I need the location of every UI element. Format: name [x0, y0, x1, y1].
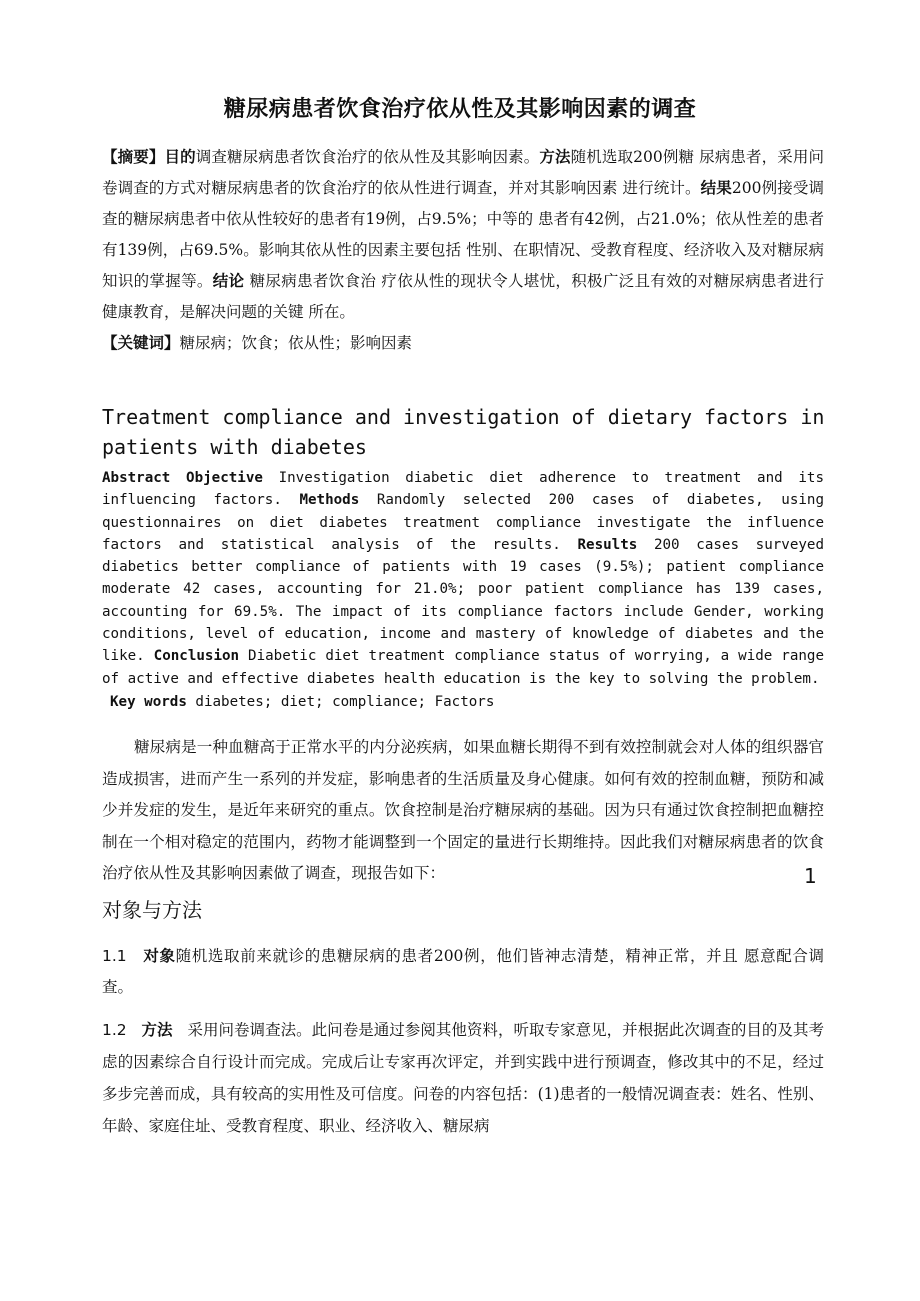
en-conclusion-label: Conclusion	[153, 648, 240, 665]
subsection-number: 1.1	[102, 947, 127, 965]
subsection-text: 采用问卷调查法。此问卷是通过参阅其他资料，听取专家意见，并根据此次调查的目的及其考虑的因素综合自行设计而完成。完成后让专家再次评定，并到实践中进行预调查，修改其中的不足，经过多步完善而成，具有较高的实用性及可信度。问卷的内容包括：(1)患者的一般情况调查表：姓名、性别、年龄、家庭住址、受教育程度、职业、经济收入、糖尿病	[102, 1021, 824, 1135]
results-label: 结果	[700, 179, 732, 197]
en-methods-label: Methods	[299, 492, 360, 509]
introduction-paragraph: 糖尿病是一种血糖高于正常水平的内分泌疾病，如果血糖长期得不到有效控制就会对人体的组织器官造成损害，进而产生一系列的并发症，影响患者的生活质量及身心健康。如何有效的控制血糖，预防和减少并发症的发生，是近年来研究的重点。饮食控制是治疗糖尿病的基础。因为只有通过饮食控制把血糖控制在一个相对稳定的范围内，药物才能调整到一个固定的量进行长期维持。因此我们对糖尿病患者的饮食治疗依从性及其影响因素做了调查，现报告如下：	[102, 738, 824, 882]
english-title: Treatment compliance and investigation of dietary factors in patients with diabetes	[102, 405, 825, 459]
objective-text: 调查糖尿病患者饮食治疗的依从性及其影响因素。	[195, 148, 540, 166]
en-keywords-text: diabetes; diet; compliance; Factors	[186, 694, 495, 710]
section-title: 对象与方法	[102, 898, 202, 922]
abstract-label: 【摘要】	[102, 148, 165, 166]
en-objective-text: Investigation diabetic diet adherence to treatment and its influencing factors.	[102, 470, 824, 509]
en-keywords-label: Key words	[110, 694, 187, 710]
subsection-text: 随机选取前来就诊的患糖尿病的患者200例，他们皆神志清楚，精神正常，并且 愿意配合调查。	[102, 947, 825, 996]
objective-label: 目的	[164, 148, 196, 166]
en-objective-label: Objective	[186, 470, 263, 486]
subsection-label: 对象	[143, 947, 176, 965]
en-abstract-label: Abstract	[102, 470, 171, 486]
methods-label: 方法	[539, 148, 571, 166]
en-results-text: 200 cases surveyed diabetics better compliance of patients with 19 cases (9.5%); patient compliance moderate 42 cases, accounting for 21.0%; poor patient compliance has 139 cases, accounting for 69.5%. The impact of its compliance factors include Gender, working conditions, level of education, income and mastery of knowledge of diabetes and the like.	[102, 536, 824, 665]
conclusion-label: 结论	[212, 272, 245, 290]
chinese-abstract	[102, 142, 824, 359]
keywords-label: 【关键词】	[102, 334, 180, 352]
keywords-text: 糖尿病；饮食；依从性；影响因素	[179, 334, 413, 352]
results-text: 200例接受调查的糖尿病患者中依从性较好的患者有19例，占9.5%；中等的 患者有42例，占21.0%；依从性差的患者有139例，占69.5%。影响其依从性的因素主要包括 性别、在职情况、受教育程度、经济收入及对糖尿病知识的掌握等。	[102, 179, 824, 290]
conclusion-text: 糖尿病患者饮食治 疗依从性的现状令人堪忧，积极广泛且有效的对糖尿病患者进行健康教育，是解决问题的关键 所在。	[102, 272, 824, 321]
subsection-number: 1.2	[102, 1021, 127, 1039]
paper-title: 糖尿病患者饮食治疗依从性及其影响因素的调查	[223, 97, 697, 122]
subsection-label: 方法	[141, 1021, 173, 1039]
subsection-1-2	[102, 1014, 824, 1142]
subsection-1-1	[102, 941, 824, 1003]
english-keywords	[110, 691, 824, 713]
en-conclusion-text: Diabetic diet treatment compliance status of worrying, a wide range of active and effective diabetes health education is the key to solving the problem.	[102, 648, 824, 687]
en-results-label: Results	[577, 536, 638, 553]
methods-text: 随机选取200例糖 尿病患者，采用问卷调查的方式对糖尿病患者的饮食治疗的依从性进行调查，并对其影响因素 进行统计。	[102, 148, 824, 197]
section-number: 1	[804, 864, 817, 888]
english-abstract	[102, 467, 824, 690]
en-methods-text: Randomly selected 200 cases of diabetes, using questionnaires on diet diabetes treatment compliance investigate the influence factors and statistical analysis of the results.	[102, 492, 825, 553]
